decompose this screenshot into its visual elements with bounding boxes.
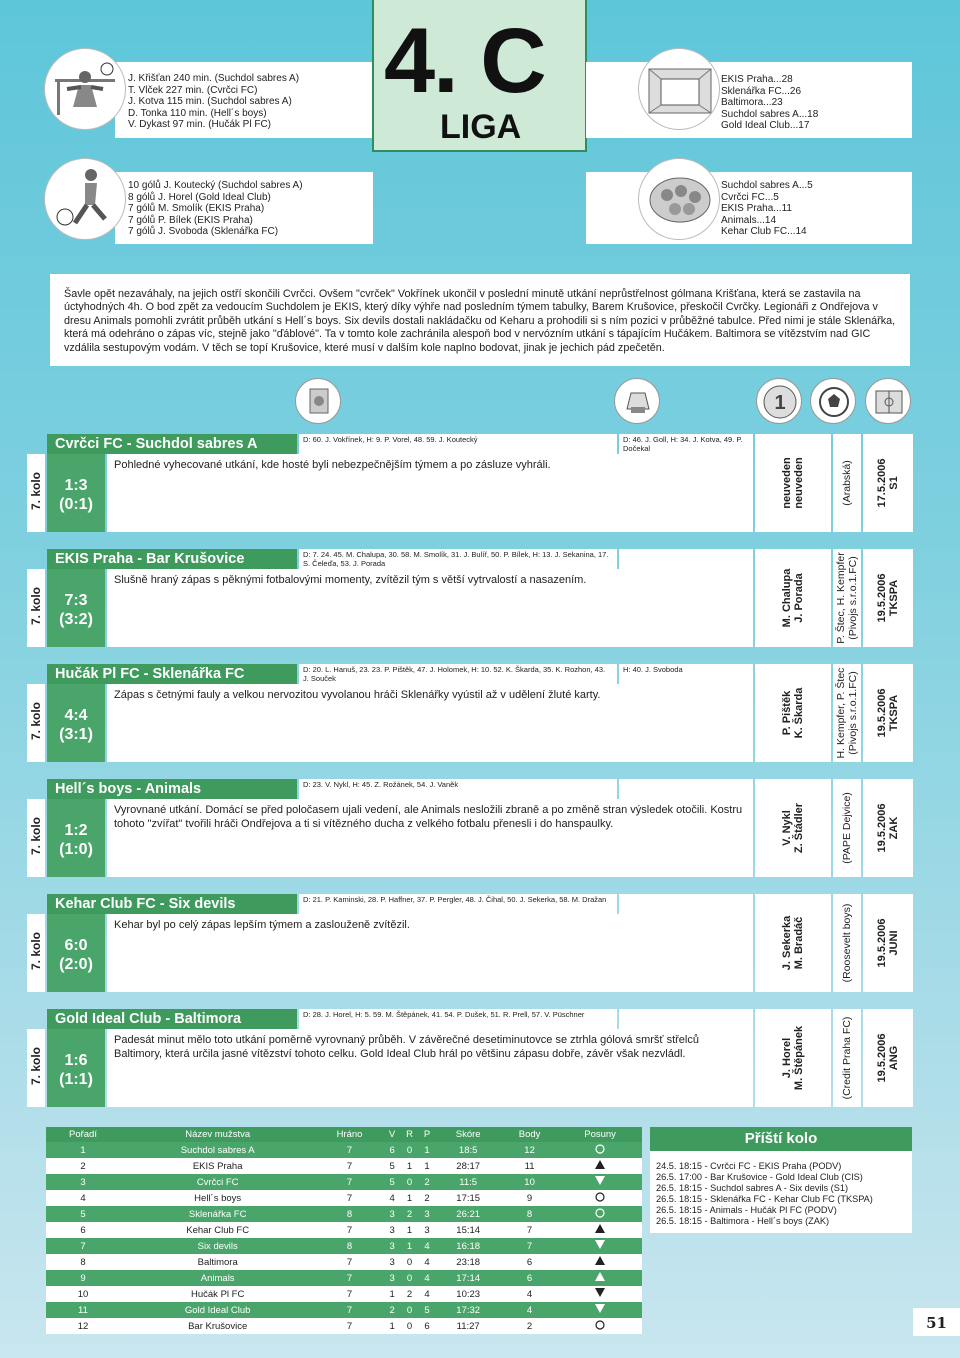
next-round-fixture: 24.5. 18:15 - Cvrčci FC - EKIS Praha (PODV) bbox=[656, 1161, 842, 1171]
round-label: 7. kolo bbox=[27, 914, 45, 992]
table-cell: 1 bbox=[419, 1158, 436, 1174]
table-cell: Sklenářka FC bbox=[120, 1206, 315, 1222]
table-row bbox=[46, 1286, 642, 1302]
table-cell: 7 bbox=[315, 1190, 383, 1206]
table-cell: 1 bbox=[400, 1222, 418, 1238]
col-played: Hráno bbox=[315, 1127, 383, 1142]
minutes-entry: J. Křišťan 240 min. (Suchdol sabres A) bbox=[128, 73, 300, 84]
table-cell: 3 bbox=[384, 1270, 401, 1286]
table-cell: 6 bbox=[501, 1254, 558, 1270]
referee: (Credit Praha FC) bbox=[833, 1009, 861, 1107]
table-cell: 3 bbox=[419, 1206, 436, 1222]
ball-icon bbox=[810, 378, 856, 424]
table-cell: 0 bbox=[400, 1270, 418, 1286]
best-players: J. Horel M. Štěpánek bbox=[755, 1009, 831, 1107]
minutes-list bbox=[128, 73, 299, 131]
fairplay-entry: Kehar Club FC...14 bbox=[721, 226, 807, 237]
arrow-up-icon bbox=[558, 1222, 642, 1238]
match-score: 1:3 (0:1) bbox=[47, 454, 105, 532]
best-players: M. Chalupa J. Porada bbox=[755, 549, 831, 647]
arrow-down-icon bbox=[558, 1286, 642, 1302]
best-players: J. Sekerka M. Bradáč bbox=[755, 894, 831, 992]
table-cell: 2 bbox=[419, 1174, 436, 1190]
table-cell: 17:15 bbox=[435, 1190, 501, 1206]
table-cell: 0 bbox=[400, 1318, 418, 1334]
table-cell: 7 bbox=[315, 1142, 383, 1158]
fairplay-entry: Cvrčci FC...5 bbox=[721, 191, 779, 203]
round-label: 7. kolo bbox=[27, 684, 45, 762]
date-venue: 19.5.2006 TKSPA bbox=[863, 549, 913, 647]
goals-away bbox=[619, 1009, 753, 1029]
table-cell: 8 bbox=[46, 1254, 120, 1270]
table-cell: 3 bbox=[384, 1222, 401, 1238]
col-wins: V bbox=[384, 1127, 401, 1142]
match-title: Gold Ideal Club - Baltimora bbox=[47, 1009, 297, 1029]
match-card bbox=[27, 1009, 913, 1107]
table-cell: 7 bbox=[315, 1302, 383, 1318]
match-score: 1:6 (1:1) bbox=[47, 1029, 105, 1107]
table-row bbox=[46, 1222, 642, 1238]
minutes-entry: J. Kotva 115 min. (Suchdol sabres A) bbox=[128, 96, 292, 107]
field-icon bbox=[865, 378, 911, 424]
table-row bbox=[46, 1190, 642, 1206]
standings-header bbox=[46, 1127, 642, 1142]
goals-list bbox=[128, 180, 303, 238]
table-cell: 3 bbox=[384, 1206, 401, 1222]
next-round-title: Příští kolo bbox=[650, 1127, 912, 1151]
table-cell: 9 bbox=[501, 1190, 558, 1206]
minutes-entry: T. Vlček 227 min. (Cvrčci FC) bbox=[128, 84, 258, 96]
table-cell: EKIS Praha bbox=[120, 1158, 315, 1174]
match-text: Zápas s četnými fauly a velkou nervozitou vyvolanou hráči Sklenářky vyústil až v udělení žluté karty. bbox=[107, 684, 753, 762]
table-cell: 11:5 bbox=[435, 1174, 501, 1190]
table-cell: 7 bbox=[46, 1238, 120, 1254]
referee: (PAPE Dejvice) bbox=[833, 779, 861, 877]
table-cell: 3 bbox=[384, 1238, 401, 1254]
col-points: Body bbox=[501, 1127, 558, 1142]
table-row bbox=[46, 1270, 642, 1286]
table-cell: 0 bbox=[400, 1254, 418, 1270]
table-cell: 2 bbox=[400, 1206, 418, 1222]
kicker-illustration bbox=[44, 158, 126, 240]
match-title: EKIS Praha - Bar Krušovice bbox=[47, 549, 297, 569]
date-venue: 19.5.2006 ZAK bbox=[863, 779, 913, 877]
next-round-panel bbox=[650, 1127, 912, 1233]
table-cell: 16:18 bbox=[435, 1238, 501, 1254]
circle-icon bbox=[558, 1142, 642, 1158]
table-cell: 4 bbox=[419, 1270, 436, 1286]
col-rank: Pořadí bbox=[46, 1127, 120, 1142]
circle-icon bbox=[558, 1206, 642, 1222]
table-row bbox=[46, 1142, 642, 1158]
goals-home: D: 21. P. Kaminski, 28. P. Haffner, 37. P. Pergler, 48. J. Čihal, 50. J. Sekerka, 58. M. Dražan bbox=[299, 894, 617, 914]
arrow-up-icon bbox=[558, 1270, 642, 1286]
points-entry: Suchdol sabres A...18 bbox=[721, 108, 819, 120]
table-cell: 6 bbox=[419, 1318, 436, 1334]
minutes-entry: D. Tonka 110 min. (Hell´s boys) bbox=[128, 107, 267, 119]
match-text: Slušně hraný zápas s pěknými fotbalovými momenty, zvítězil tým s větší vytrvalostí a nasazením. bbox=[107, 569, 753, 647]
next-round-fixture: 26.5. 18:15 - Animals - Hučák Pl FC (PODV) bbox=[656, 1205, 837, 1215]
match-score: 4:4 (3:1) bbox=[47, 684, 105, 762]
goals-home: D: 20. L. Hanuš, 23. 23. P. Pištěk, 47. J. Holomek, H: 10. 52. K. Škarda, 35. K. Rozhon, 43. J. Souček bbox=[299, 664, 617, 684]
table-cell: 9 bbox=[46, 1270, 120, 1286]
referee: (Arabská) bbox=[833, 434, 861, 532]
match-text: Vyrovnané utkání. Domácí se před poločasem ujali vedení, ale Animals nesložili zbraně a po změně stran výsledek otočili. Kostru tohoto "zvířat" tvořili hráči Ondřejova a ti si vítězného ducha z velkého fotbalu přenesli i do hanspaulky. bbox=[107, 799, 753, 877]
goals-away bbox=[619, 894, 753, 914]
table-cell: Kehar Club FC bbox=[120, 1222, 315, 1238]
svg-text:1: 1 bbox=[774, 392, 786, 414]
table-cell: 5 bbox=[419, 1302, 436, 1318]
minutes-entry: V. Dykast 97 min. (Hučák Pl FC) bbox=[128, 119, 272, 130]
crowd-illustration bbox=[638, 158, 720, 240]
stadium-illustration bbox=[638, 48, 720, 130]
table-cell: 8 bbox=[315, 1238, 383, 1254]
fairplay-entry: Animals...14 bbox=[721, 214, 777, 226]
table-cell: 3 bbox=[384, 1254, 401, 1270]
table-cell: Six devils bbox=[120, 1238, 315, 1254]
table-cell: 7 bbox=[315, 1286, 383, 1302]
table-cell: 17:14 bbox=[435, 1270, 501, 1286]
table-cell: 11 bbox=[46, 1302, 120, 1318]
table-cell: 4 bbox=[419, 1254, 436, 1270]
round-label: 7. kolo bbox=[27, 569, 45, 647]
table-row bbox=[46, 1254, 642, 1270]
table-cell: 26:21 bbox=[435, 1206, 501, 1222]
table-cell: 6 bbox=[501, 1270, 558, 1286]
points-entry: Sklenářka FC...26 bbox=[721, 85, 802, 97]
points-entry: Gold Ideal Club...17 bbox=[721, 120, 810, 131]
col-losses: P bbox=[419, 1127, 436, 1142]
number-one-icon bbox=[756, 378, 802, 424]
table-cell: 1 bbox=[419, 1142, 436, 1158]
table-cell: Baltimora bbox=[120, 1254, 315, 1270]
date-venue: 19.5.2006 ANG bbox=[863, 1009, 913, 1107]
table-cell: 0 bbox=[400, 1174, 418, 1190]
next-round-fixture: 26.5. 18:15 - Baltimora - Hell´s boys (ZAK) bbox=[656, 1216, 830, 1226]
referee: (Roosevelt boys) bbox=[833, 894, 861, 992]
next-round-fixture: 26.5. 17:00 - Bar Krušovice - Gold Ideal Club (CIS) bbox=[656, 1172, 863, 1182]
table-cell: 1 bbox=[400, 1158, 418, 1174]
table-cell: 6 bbox=[384, 1142, 401, 1158]
table-cell: 11 bbox=[501, 1158, 558, 1174]
round-label: 7. kolo bbox=[27, 1029, 45, 1107]
table-cell: 0 bbox=[400, 1142, 418, 1158]
table-cell: 4 bbox=[384, 1190, 401, 1206]
table-cell: 12 bbox=[46, 1318, 120, 1334]
goals-away: H: 40. J. Svoboda bbox=[619, 664, 753, 684]
table-cell: 2 bbox=[400, 1286, 418, 1302]
fairplay-entry: Suchdol sabres A...5 bbox=[721, 180, 813, 191]
fairplay-entry: EKIS Praha...11 bbox=[721, 203, 792, 214]
referee-card-icon bbox=[295, 378, 341, 424]
arrow-down-icon bbox=[558, 1238, 642, 1254]
goals-home: D: 60. J. Vokřínek, H: 9. P. Vorel, 48. 59. J. Koutecký bbox=[299, 434, 617, 454]
goals-entry: 8 gólů J. Horel (Gold Ideal Club) bbox=[128, 191, 271, 203]
table-cell: 7 bbox=[315, 1222, 383, 1238]
circle-icon bbox=[558, 1190, 642, 1206]
match-card bbox=[27, 894, 913, 992]
table-cell: 7 bbox=[315, 1318, 383, 1334]
points-list bbox=[721, 74, 818, 132]
league-logo bbox=[372, 0, 587, 152]
arrow-down-icon bbox=[558, 1302, 642, 1318]
match-card bbox=[27, 779, 913, 877]
table-cell: 1 bbox=[46, 1142, 120, 1158]
goals-entry: 7 gólů P. Bílek (EKIS Praha) bbox=[128, 214, 253, 226]
match-title: Hučák Pl FC - Sklenářka FC bbox=[47, 664, 297, 684]
next-round-fixture: 26.5. 18:15 - Sklenářka FC - Kehar Club FC (TKSPA) bbox=[656, 1194, 873, 1204]
goals-entry: 7 gólů M. Smolík (EKIS Praha) bbox=[128, 203, 265, 214]
goals-away bbox=[619, 779, 753, 799]
referee: H. Kempfer, P. Štec (Pivojs s.r.o.1.FC) bbox=[833, 664, 861, 762]
table-cell: 7 bbox=[315, 1254, 383, 1270]
table-cell: 18:5 bbox=[435, 1142, 501, 1158]
table-cell: 15:14 bbox=[435, 1222, 501, 1238]
table-cell: 4 bbox=[419, 1286, 436, 1302]
round-label: 7. kolo bbox=[27, 799, 45, 877]
table-cell: 0 bbox=[400, 1302, 418, 1318]
goalkeeper-illustration bbox=[44, 48, 126, 130]
match-card bbox=[27, 549, 913, 647]
arrow-up-icon bbox=[558, 1158, 642, 1174]
col-team: Název mužstva bbox=[120, 1127, 315, 1142]
col-score: Skóre bbox=[435, 1127, 501, 1142]
goals-away: D: 46. J. Goll, H: 34. J. Kotva, 49. P. Dočekal bbox=[619, 434, 753, 454]
table-cell: 2 bbox=[419, 1190, 436, 1206]
league-logo-text: LIGA bbox=[440, 108, 522, 146]
date-venue: 17.5.2006 S1 bbox=[863, 434, 913, 532]
table-cell: 1 bbox=[384, 1318, 401, 1334]
goals-home: D: 7. 24. 45. M. Chalupa, 30. 58. M. Smolík, 31. J. Bulíř, 50. P. Bílek, H: 13. J. Sekanina, 17. S. Čeleďa, 53. J. Porada bbox=[299, 549, 617, 569]
table-cell: Hell´s boys bbox=[120, 1190, 315, 1206]
table-cell: 2 bbox=[384, 1302, 401, 1318]
table-cell: 5 bbox=[46, 1206, 120, 1222]
next-round-fixture: 26.5. 18:15 - Suchdol sabres A - Six devils (S1) bbox=[656, 1183, 849, 1193]
match-title: Hell´s boys - Animals bbox=[47, 779, 297, 799]
table-row bbox=[46, 1302, 642, 1318]
round-report: Šavle opět nezaváhaly, na jejich ostří skončili Cvrčci. Ovšem "cvrček" Vokřínek ukončil v poslední minutě utkání neprůstřelnost gólmana Krišťana, která se zastavila na úctyhodných 4h. O bod zpět za vedoucím Suchdolem je EKIS, který díky výhře nad posledním týmem tabulky, Barem Krušovice, přeskočil Cvrčky. Legionáři z Ondřejova v dresu Animals pomohli zvrátit průběh utkání s Hell´s boys. Six devils dostali nakládačku od Keharu a prohodili si s ním pozici v průběžné tabulce. Před nimi je stále Sklenářka, která má odehráno o zápas víc, stejně jako "ďáblové". Ta v tomto kole zachránila alespoň bod v nervózním utkání s tápajícím Hučákem. Baltimora se vítězstvím nad GIC vzdálila sestupovým vodám. V těch se topí Krušovice, které musí v dalším kole naplno bodovat, jinak je jechich pád zpečetěn. bbox=[50, 274, 910, 366]
best-players: neuveden neuveden bbox=[755, 434, 831, 532]
match-score: 1:2 (1:0) bbox=[47, 799, 105, 877]
table-cell: 5 bbox=[384, 1174, 401, 1190]
goals-home: D: 23. V. Nykl, H: 45. Z. Rožánek, 54. J. Vaněk bbox=[299, 779, 617, 799]
points-entry: EKIS Praha...28 bbox=[721, 74, 793, 85]
table-row bbox=[46, 1318, 642, 1334]
table-cell: Bar Krušovice bbox=[120, 1318, 315, 1334]
table-cell: 10 bbox=[501, 1174, 558, 1190]
table-cell: 10:23 bbox=[435, 1286, 501, 1302]
table-cell: 5 bbox=[384, 1158, 401, 1174]
match-card bbox=[27, 434, 913, 532]
table-row bbox=[46, 1174, 642, 1190]
table-cell: 2 bbox=[501, 1318, 558, 1334]
table-cell: 23:18 bbox=[435, 1254, 501, 1270]
match-score: 7:3 (3:2) bbox=[47, 569, 105, 647]
table-cell: Suchdol sabres A bbox=[120, 1142, 315, 1158]
table-cell: 3 bbox=[46, 1174, 120, 1190]
points-entry: Baltimora...23 bbox=[721, 97, 783, 108]
table-cell: 7 bbox=[501, 1222, 558, 1238]
page-number: 51 bbox=[913, 1308, 960, 1336]
glove-icon bbox=[614, 378, 660, 424]
match-title: Cvrčci FC - Suchdol sabres A bbox=[47, 434, 297, 454]
goals-entry: 10 gólů J. Koutecký (Suchdol sabres A) bbox=[128, 180, 303, 191]
table-cell: 7 bbox=[315, 1158, 383, 1174]
referee: P. Štec, H. Kempfer (Pivojs s.r.o.1.FC) bbox=[833, 549, 861, 647]
table-cell: Animals bbox=[120, 1270, 315, 1286]
fairplay-list bbox=[721, 180, 813, 238]
date-venue: 19.5.2006 JUNI bbox=[863, 894, 913, 992]
table-cell: 28:17 bbox=[435, 1158, 501, 1174]
table-cell: Hučák Pl FC bbox=[120, 1286, 315, 1302]
goals-away bbox=[619, 549, 753, 569]
table-row bbox=[46, 1158, 642, 1174]
table-cell: 4 bbox=[46, 1190, 120, 1206]
table-cell: 8 bbox=[315, 1206, 383, 1222]
arrow-up-icon bbox=[558, 1254, 642, 1270]
table-cell: 6 bbox=[46, 1222, 120, 1238]
table-cell: 4 bbox=[419, 1238, 436, 1254]
table-cell: 7 bbox=[501, 1238, 558, 1254]
table-cell: 8 bbox=[501, 1206, 558, 1222]
circle-icon bbox=[558, 1318, 642, 1334]
table-cell: 12 bbox=[501, 1142, 558, 1158]
goals-home: D: 28. J. Horel, H: 5. 59. M. Štěpánek, 41. 54. P. Dušek, 51. R. Prell, 57. V. Püschner bbox=[299, 1009, 617, 1029]
match-title: Kehar Club FC - Six devils bbox=[47, 894, 297, 914]
arrow-down-icon bbox=[558, 1174, 642, 1190]
round-label: 7. kolo bbox=[27, 454, 45, 532]
table-cell: 1 bbox=[400, 1238, 418, 1254]
table-cell: 7 bbox=[315, 1270, 383, 1286]
table-cell: 4 bbox=[501, 1302, 558, 1318]
table-cell: 1 bbox=[400, 1190, 418, 1206]
match-card bbox=[27, 664, 913, 762]
best-players: P. Pištěk K. Škarda bbox=[755, 664, 831, 762]
standings-table bbox=[46, 1127, 642, 1334]
table-cell: 17:32 bbox=[435, 1302, 501, 1318]
table-cell: 4 bbox=[501, 1286, 558, 1302]
league-logo-number: 4. C bbox=[384, 10, 545, 112]
date-venue: 19.5.2006 TKSPA bbox=[863, 664, 913, 762]
table-row bbox=[46, 1238, 642, 1254]
table-cell: 3 bbox=[419, 1222, 436, 1238]
table-cell: Gold Ideal Club bbox=[120, 1302, 315, 1318]
table-cell: 7 bbox=[315, 1174, 383, 1190]
col-movement: Posuny bbox=[558, 1127, 642, 1142]
match-score: 6:0 (2:0) bbox=[47, 914, 105, 992]
best-players: V. Nykl Z. Štádler bbox=[755, 779, 831, 877]
match-text: Kehar byl po celý zápas lepším týmem a zaslouženě zvítězil. bbox=[107, 914, 753, 992]
table-row bbox=[46, 1206, 642, 1222]
match-text: Padesát minut mělo toto utkání poměrně vyrovnaný průběh. V závěrečné desetiminutovce se ztrhla gólová smršť střelců Baltimory, která určila jasné vítězství tohoto celku. Gold Ideal Club hrál po většinu zápasu dobře, závěr však nezvládl. bbox=[107, 1029, 753, 1107]
table-cell: 1 bbox=[384, 1286, 401, 1302]
table-cell: Cvrčci FC bbox=[120, 1174, 315, 1190]
table-cell: 11:27 bbox=[435, 1318, 501, 1334]
goals-entry: 7 gólů J. Svoboda (Sklenářka FC) bbox=[128, 226, 279, 237]
table-cell: 2 bbox=[46, 1158, 120, 1174]
match-text: Pohledné vyhecované utkání, kde hosté byli nebezpečnějším týmem a po zásluze vyhráli. bbox=[107, 454, 753, 532]
col-draws: R bbox=[400, 1127, 418, 1142]
next-round-list bbox=[656, 1161, 873, 1227]
table-cell: 10 bbox=[46, 1286, 120, 1302]
